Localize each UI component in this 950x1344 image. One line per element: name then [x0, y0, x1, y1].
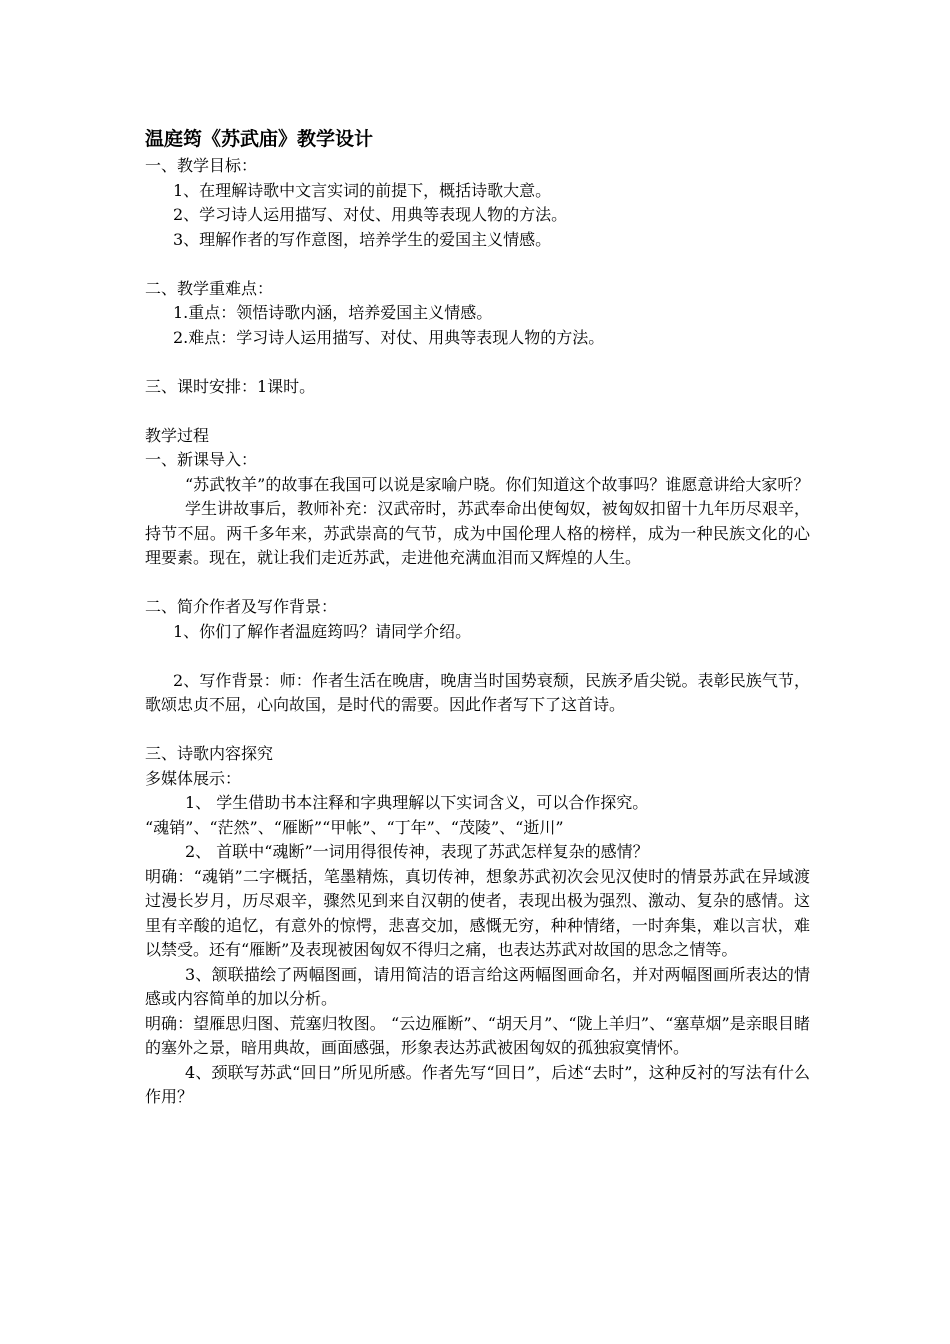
- intro-paragraph: 学生讲故事后，教师补充：汉武帝时，苏武奉命出使匈奴，被匈奴扣留十九年历尽艰辛，持节不屈。两千多年来，苏武崇高的气节，成为中国伦理人格的榜样，成为一种民族文化的心理要素。现在，就让我们走近苏武，走进他充满血泪而又辉煌的人生。: [145, 499, 810, 567]
- document-title: 温庭筠《苏武庙》教学设计: [145, 128, 374, 150]
- background-paragraph: 2、写作背景：师：作者生活在晚唐，晚唐当时国势衰颓，民族矛盾尖锐。表彰民族气节，歌颂忠贞不屈，心向故国，是时代的需要。因此作者写下了这首诗。: [145, 670, 810, 714]
- objectives-heading: 一、教学目标：: [145, 156, 258, 175]
- objective-item: 2、学习诗人运用描写、对仗、用典等表现人物的方法。: [173, 205, 568, 224]
- explore-question: 3、颔联描绘了两幅图画，请用简洁的语言给这两幅图画命名，并对两幅图画所表达的情感或内容简单的加以分析。: [145, 964, 810, 1008]
- explore-question: 4、颈联写苏武“回日”所见所感。作者先写“回日”，后述“去时”，这种反衬的写法有什么作用？: [145, 1062, 810, 1106]
- author-question: 1、你们了解作者温庭筠吗？请同学介绍。: [173, 621, 472, 641]
- key-point-item: 1.重点：领悟诗歌内涵，培养爱国主义情感。: [173, 303, 493, 322]
- document-page: [145, 124, 810, 1110]
- explore-question: 2、 首联中“魂断”一词用得很传神，表现了苏武怎样复杂的感情？: [185, 842, 649, 861]
- explore-question: 1、 学生借助书本注释和字典理解以下实词含义，可以合作探究。: [185, 793, 649, 812]
- objective-item: 1、在理解诗歌中文言实词的前提下，概括诗歌大意。: [173, 180, 552, 200]
- vocabulary-list: “魂销”、“茫然”、“雁断”“甲帐”、“丁年”、“茂陵”、“逝川”: [145, 817, 564, 837]
- explore-answer: 明确：望雁思归图、荒塞归牧图。 “云边雁断”、“胡天月”、“陇上羊归”、“塞草烟”是亲眼目睹的塞外之景，暗用典故，画面感强，形象表达苏武被困匈奴的孤独寂寞情怀。: [145, 1013, 810, 1057]
- explore-heading: 三、诗歌内容探究: [145, 744, 274, 763]
- explore-answer: 明确：“魂销”二字概括，笔墨精炼，真切传神，想象苏武初次会见汉使时的情景苏武在异域渡过漫长岁月，历尽艰辛，骤然见到来自汉朝的使者，表现出极为强烈、激动、复杂的感情。这里有辛酸的追忆，有意外的惊愕，悲喜交加，感慨无穷，种种情绪，一时奔集，难以言状，难以禁受。还有“雁断”及表现被困匈奴不得归之痛，也表达苏武对故国的思念之情等。: [145, 866, 810, 959]
- schedule-line: 三、课时安排：1课时。: [145, 376, 316, 396]
- intro-heading: 一、新课导入：: [145, 450, 258, 469]
- key-points-heading: 二、教学重难点：: [145, 278, 274, 298]
- intro-paragraph: “苏武牧羊”的故事在我国可以说是家喻户晓。你们知道这个故事吗？谁愿意讲给大家听？: [185, 474, 810, 494]
- process-heading: 教学过程: [145, 425, 210, 445]
- author-heading: 二、简介作者及写作背景：: [145, 597, 338, 616]
- media-label: 多媒体展示：: [145, 768, 242, 788]
- objective-item: 3、理解作者的写作意图，培养学生的爱国主义情感。: [173, 229, 552, 249]
- key-point-item: 2.难点：学习诗人运用描写、对仗、用典等表现人物的方法。: [173, 327, 605, 347]
